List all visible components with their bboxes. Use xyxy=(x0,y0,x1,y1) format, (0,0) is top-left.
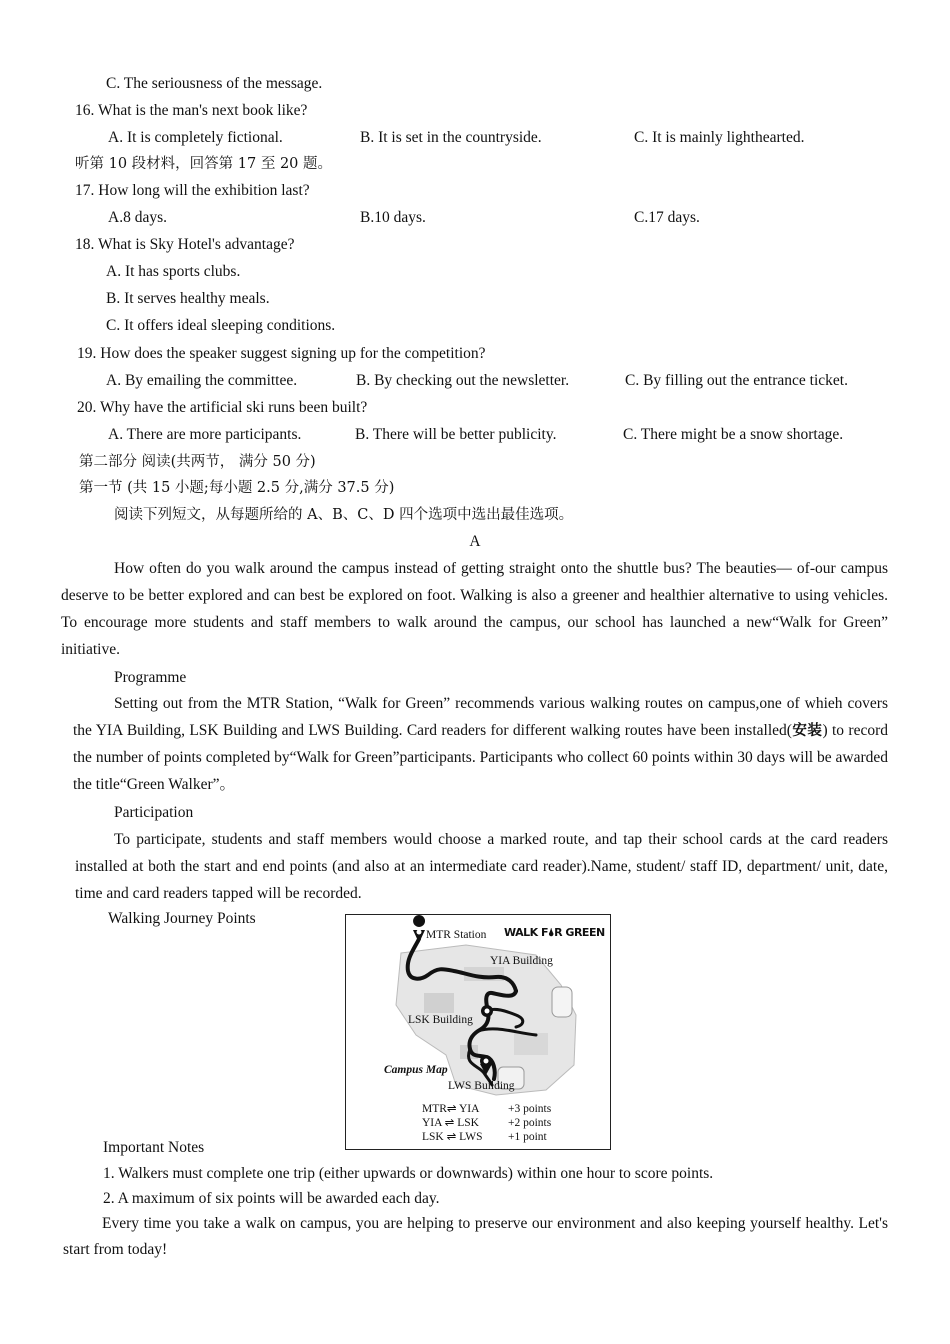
q20-option-a: A. There are more participants. xyxy=(108,426,302,443)
q17-option-c: C.17 days. xyxy=(634,209,700,226)
section1-heading: 第一节 (共 15 小题;每小题 2.5 分,满分 37.5 分) xyxy=(79,480,395,496)
participation-heading: Participation xyxy=(114,804,194,821)
building-block xyxy=(514,1033,548,1055)
q20-option-b: B. There will be better publicity. xyxy=(355,426,557,443)
map-label-campus: Campus Map xyxy=(384,1064,448,1076)
q17-stem: 17. How long will the exhibition last? xyxy=(75,182,310,199)
part2-heading: 第二部分 阅读(共两节， 满分 50 分) xyxy=(79,454,316,470)
notes-heading: Important Notes xyxy=(103,1139,205,1156)
q20-stem: 20. Why have the artificial ski runs been built? xyxy=(77,399,368,416)
mtr-pin-icon xyxy=(413,915,425,943)
map-label-yia: YIA Building xyxy=(490,955,553,967)
campus-map-figure xyxy=(345,914,611,1150)
q20-option-c: C. There might be a snow shortage. xyxy=(623,426,844,443)
building-block xyxy=(424,993,454,1013)
map-brand-logo: WALK F🌢R GREEN xyxy=(504,926,605,939)
q18-option-a: A. It has sports clubs. xyxy=(106,263,241,280)
points-value: +1 point xyxy=(508,1131,547,1143)
q17-option-a: A.8 days. xyxy=(108,209,167,226)
q18-stem: 18. What is Sky Hotel's advantage? xyxy=(75,236,295,253)
points-value: +3 points xyxy=(508,1103,552,1115)
section10-instruction: 听第 10 段材料，回答第 17 至 20 题。 xyxy=(75,156,333,172)
participation-paragraph: To participate, students and staff members would choose a marked route, and tap their school cards at the card readers installed at both the start and end points (and also at an intermediate card reader).Name, student/ staff ID, department/ unit, date, time and card readers tapped will be recorded. xyxy=(75,831,888,902)
q16-option-c: C. It is mainly lighthearted. xyxy=(634,129,805,146)
programme-paragraph xyxy=(73,690,888,798)
map-label-lsk: LSK Building xyxy=(408,1014,473,1026)
programme-text-post: ) to record the number of points completed by“Walk for Green”participants. Participants who collect 60 points within 30 days will be awarded the title“Green Walker”。 xyxy=(73,722,888,793)
points-route: MTR⇌ YIA xyxy=(422,1103,480,1115)
points-route: LSK ⇌ LWS xyxy=(422,1131,483,1143)
q15-option-c: C. The seriousness of the message. xyxy=(106,75,323,92)
passage-intro: How often do you walk around the campus instead of getting straight onto the shuttle bus? The beauties— of-our campus deserve to be better explored and can best be explored on foot. Walking is also a greener and healthier alternative to using vehicles. To encourage more students and staff members to walk around the campus, our school has launched a new“Walk for Green” initiative. xyxy=(61,560,888,658)
q16-stem: 16. What is the man's next book like? xyxy=(75,102,308,119)
reading-instruction: 阅读下列短文，从每题所给的 A、B、C、D 四个选项中选出最佳选项。 xyxy=(114,507,574,523)
q18-option-b: B. It serves healthy meals. xyxy=(106,290,270,307)
q17-option-b: B.10 days. xyxy=(360,209,426,226)
q19-option-b: B. By checking out the newsletter. xyxy=(356,372,570,389)
points-value: +2 points xyxy=(508,1117,552,1129)
programme-text-cn: 安装 xyxy=(791,722,823,739)
lsk-pin-icon xyxy=(481,1005,493,1017)
q19-option-c: C. By filling out the entrance ticket. xyxy=(625,372,848,389)
note-1: 1. Walkers must complete one trip (either upwards or downwards) within one hour to score points. xyxy=(103,1165,714,1182)
points-route: YIA ⇌ LSK xyxy=(422,1117,479,1129)
programme-text-pre: Setting out from the MTR Station, “Walk for Green” recommends various walking routes on campus,one of whieh covers the YIA Building, LSK Building and LWS Building. Card readers for different walking routes have been installed( xyxy=(73,695,888,739)
points-row xyxy=(422,1116,551,1130)
points-heading: Walking Journey Points xyxy=(108,910,256,927)
programme-heading: Programme xyxy=(114,669,187,686)
map-label-mtr: MTR Station xyxy=(426,929,487,941)
points-row xyxy=(422,1130,547,1144)
passage-letter: A xyxy=(469,533,481,550)
q19-option-a: A. By emailing the committee. xyxy=(106,372,298,389)
q19-stem: 19. How does the speaker suggest signing up for the competition? xyxy=(77,345,486,362)
points-row xyxy=(422,1102,551,1116)
note-2: 2. A maximum of six points will be awarded each day. xyxy=(103,1190,440,1207)
q16-option-a: A. It is completely fictional. xyxy=(108,129,283,146)
map-label-lws: LWS Building xyxy=(448,1080,515,1092)
q18-option-c: C. It offers ideal sleeping conditions. xyxy=(106,317,336,334)
closing-paragraph: Every time you take a walk on campus, you are helping to preserve our environment and also keeping yourself healthy. Let's start from today! xyxy=(63,1215,888,1258)
building-block xyxy=(552,987,572,1017)
q16-option-b: B. It is set in the countryside. xyxy=(360,129,542,146)
